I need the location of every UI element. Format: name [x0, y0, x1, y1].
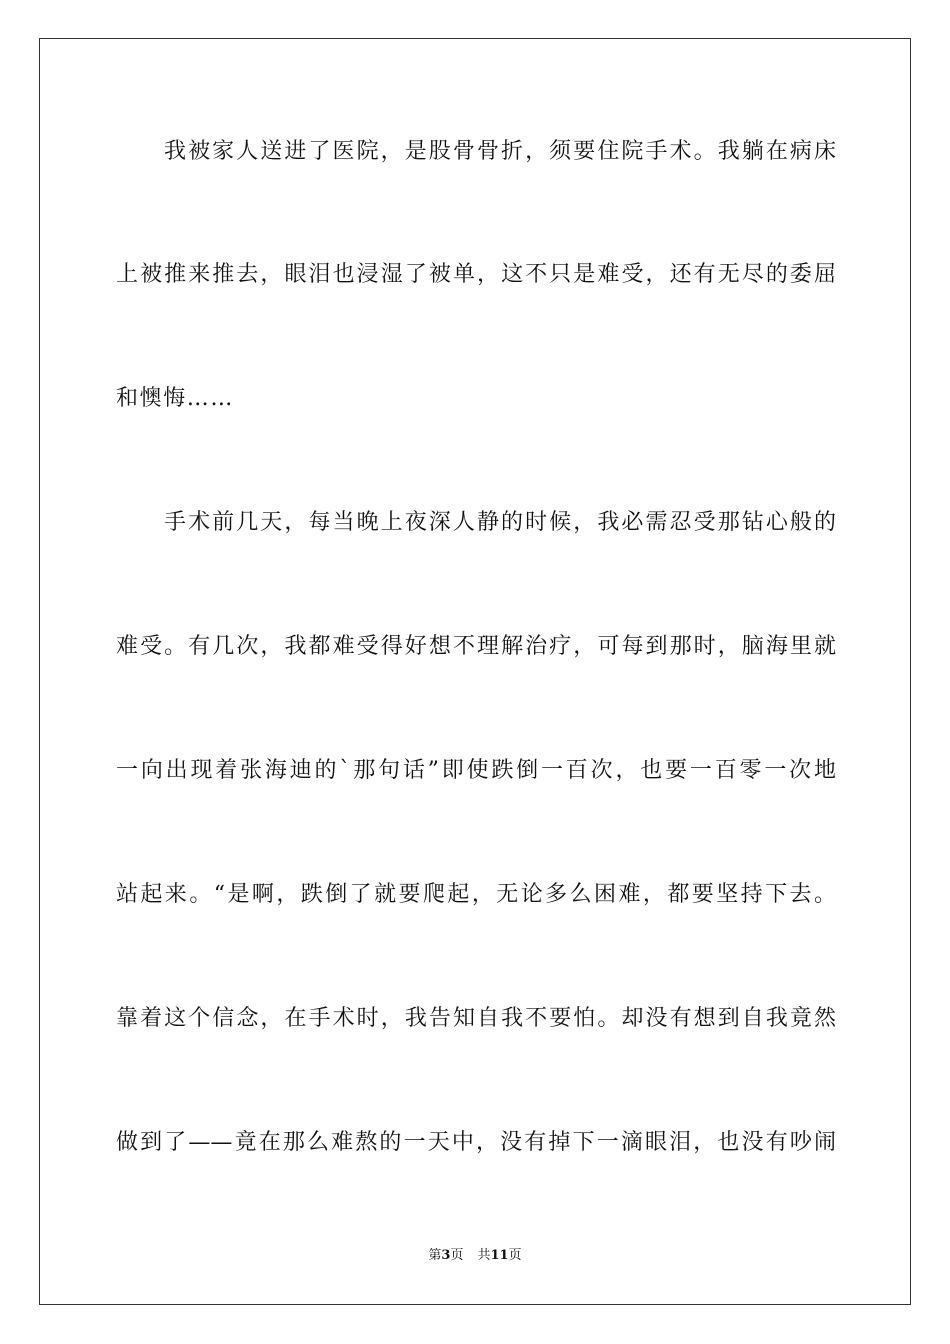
page-number: 3 — [441, 1248, 451, 1263]
page-border — [39, 38, 911, 1305]
text-line: 一向出现着张海迪的`那句话”即使跌倒一百次，也要一百零一次地 — [116, 758, 836, 783]
text-line: 做到了——竟在那么难熬的一天中，没有掉下一滴眼泪，也没有吵闹 — [116, 1130, 836, 1155]
text-line: 靠着这个信念，在手术时，我告知自我不要怕。却没有想到自我竟然 — [116, 1006, 836, 1031]
text-line: 难受。有几次，我都难受得好想不理解治疗，可每到那时，脑海里就 — [116, 634, 836, 659]
page-footer — [0, 1247, 950, 1265]
text-line: 手术前几天，每当晚上夜深人静的时候，我必需忍受那钻心般的 — [164, 510, 836, 535]
text-line: 站起来。“是啊，跌倒了就要爬起，无论多么困难，都要坚持下去。 — [116, 882, 836, 907]
total-pages: 11 — [490, 1248, 509, 1263]
total-suffix: 页 — [508, 1248, 522, 1263]
page-suffix: 页 — [450, 1248, 464, 1263]
text-line: 我被家人送进了医院，是股骨骨折，须要住院手术。我躺在病床 — [164, 139, 836, 164]
total-prefix: 共 — [477, 1248, 491, 1263]
text-line: 上被推来推去，眼泪也浸湿了被单，这不只是难受，还有无尽的委屈 — [116, 262, 836, 287]
text-line: 和懊悔…… — [116, 386, 235, 411]
page-prefix: 第 — [428, 1248, 442, 1263]
